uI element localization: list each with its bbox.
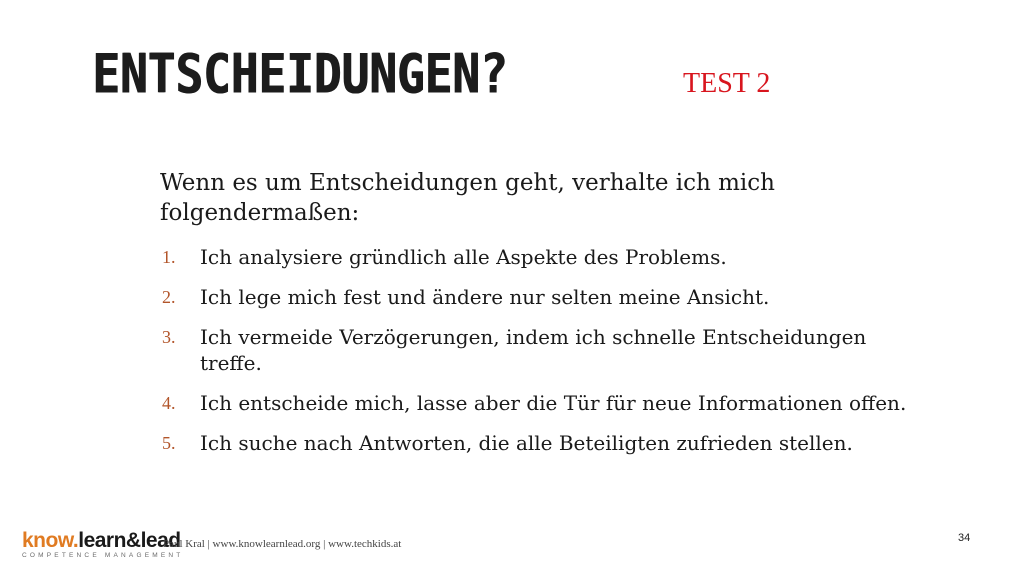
logo-learn-lead: learn&lead <box>78 529 181 552</box>
list-item-text: Ich analysiere gründlich alle Aspekte des Problems. <box>200 245 727 269</box>
list-item <box>160 390 920 416</box>
list-item <box>160 244 920 270</box>
test-label: TEST 2 <box>683 68 771 99</box>
list-item <box>160 284 920 310</box>
page-number: 34 <box>958 532 971 544</box>
list-number: 3. <box>162 327 176 347</box>
list-item <box>160 430 920 456</box>
list-number: 2. <box>162 287 176 307</box>
answer-list <box>160 244 920 470</box>
slide-title: ENTSCHEIDUNGEN? <box>92 42 508 106</box>
logo-tagline: COMPETENCE MANAGEMENT <box>22 552 184 559</box>
list-item-text: Ich suche nach Antworten, die alle Beteiligten zufrieden stellen. <box>200 431 853 455</box>
list-number: 4. <box>162 393 176 413</box>
list-number: 5. <box>162 433 176 453</box>
list-item <box>160 324 920 376</box>
footer-credits: Paul Kral | www.knowlearnlead.org | www.techkids.at <box>163 538 402 550</box>
list-number: 1. <box>162 247 176 267</box>
list-item-text: Ich entscheide mich, lasse aber die Tür für neue Informationen offen. <box>200 391 907 415</box>
logo-wordmark <box>22 530 183 552</box>
list-item-text: Ich lege mich fest und ändere nur selten meine Ansicht. <box>200 285 770 309</box>
list-item-text: Ich vermeide Verzögerungen, indem ich schnelle Entscheidungen treffe. <box>200 325 867 375</box>
intro-text: Wenn es um Entscheidungen geht, verhalte ich mich folgendermaßen: <box>160 170 775 226</box>
logo-know: know. <box>22 529 79 552</box>
company-logo <box>22 530 183 559</box>
